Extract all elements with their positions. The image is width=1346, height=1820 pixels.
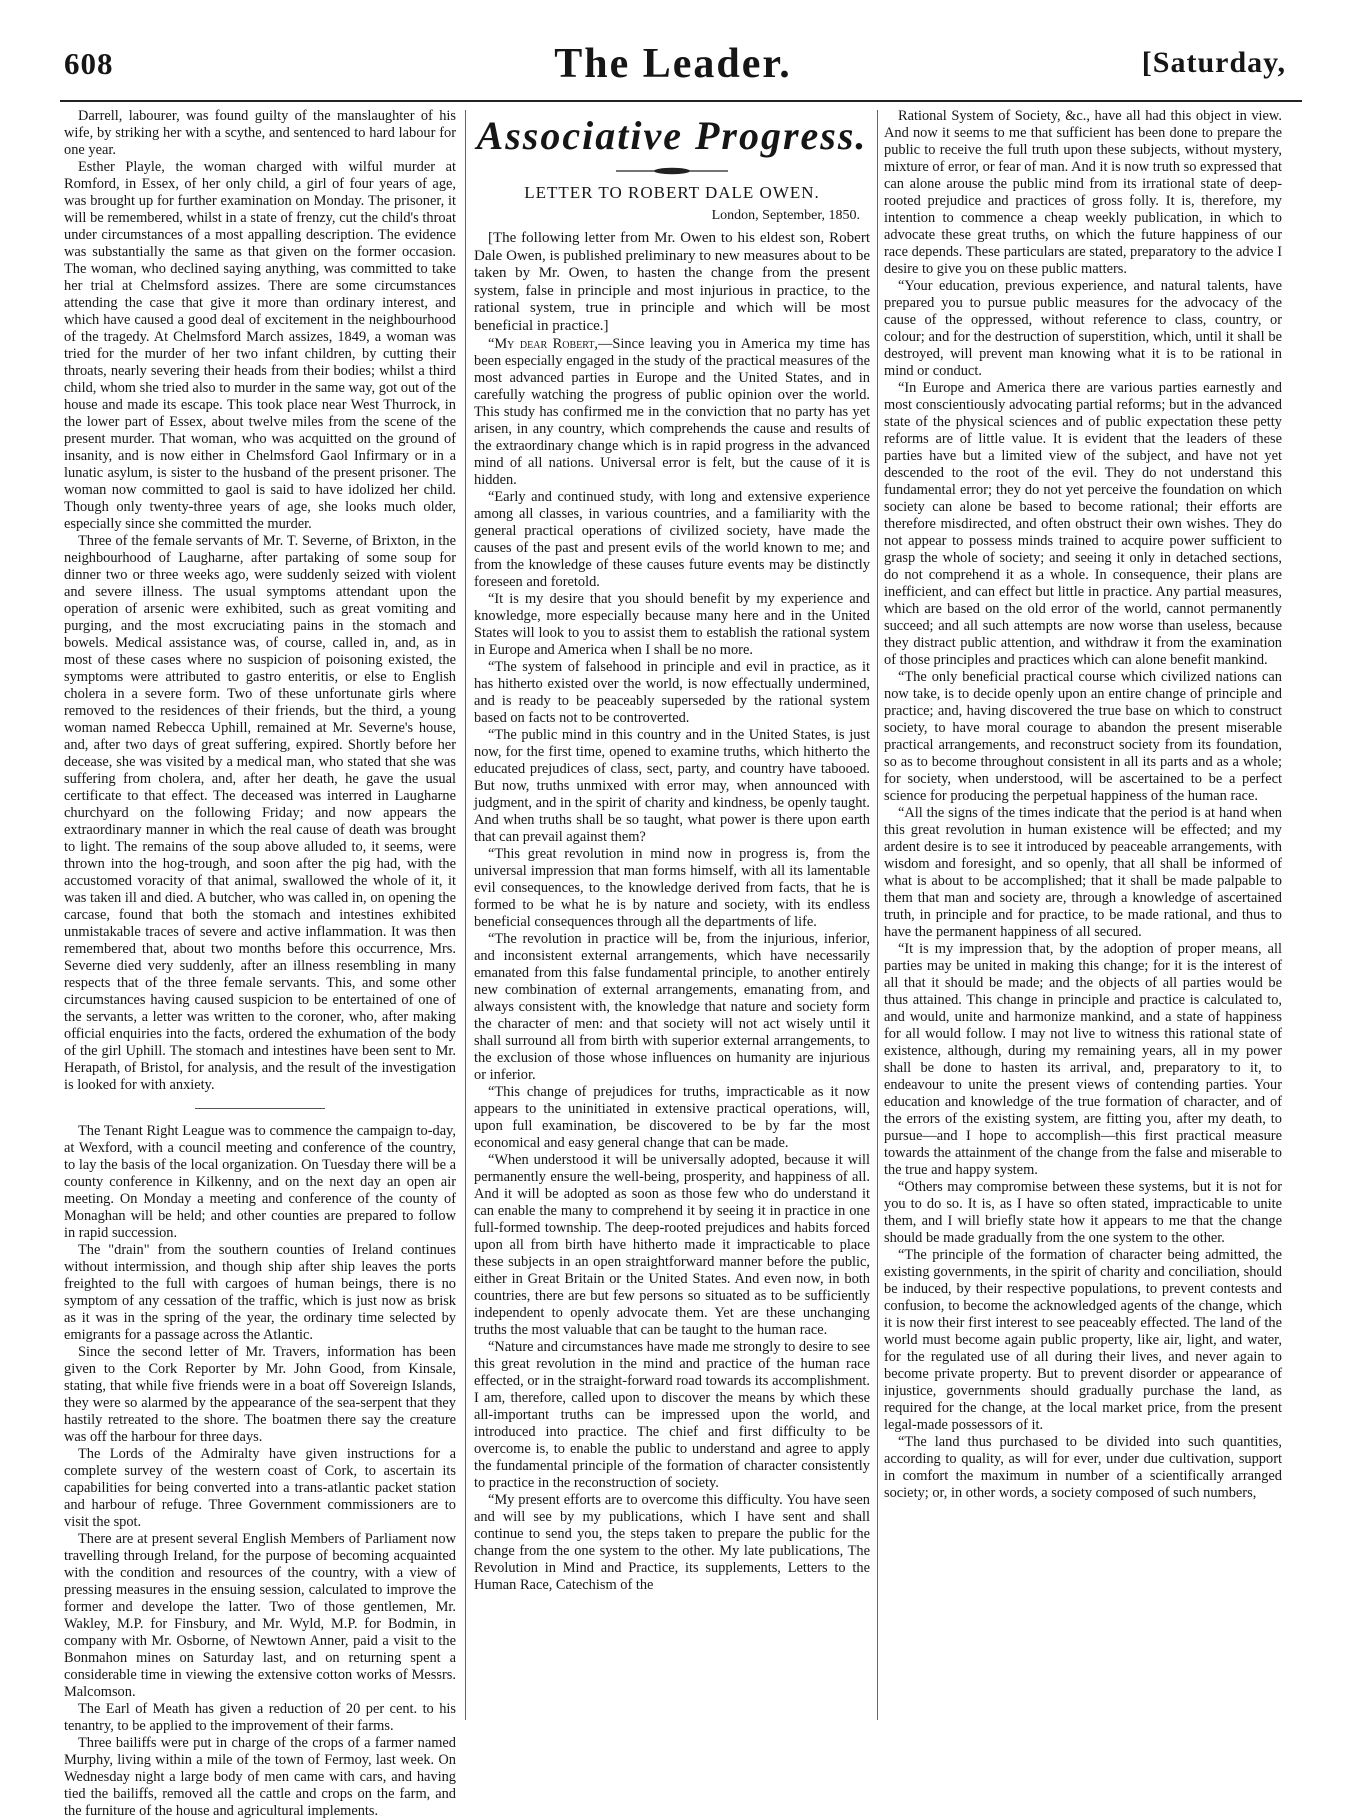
paragraph: “The only beneficial practical course which civilized nations can now take, is to decide openly upon an entire change of principle and practice; and, having discovered the true base on which to construct society, to have moral courage to abandon the present miserable practical arrangements, and reconstruct society from its foundation, so as to become throughout consistent in all its parts and as a whole; for society, when understood, will be ascertained to be a perfect science for producing the perpetual happiness of the human race. (884, 669, 1282, 804)
section-rule (195, 1108, 325, 1109)
paragraph: The Tenant Right League was to commence the campaign to-day, at Wexford, with a council meeting and conference of the country, to lay the basis of the local organization. On Tuesday there will be a county conference in Kilkenny, and on the next day an open air meeting. On Monday a meeting and conference of the county of Monaghan will be held; and other counties are prepared to follow in rapid succession. (64, 1123, 456, 1241)
paragraph: Three of the female servants of Mr. T. Severne, of Brixton, in the neighbourhood of Laugharne, after partaking of some soup for dinner two or three weeks ago, were suddenly seized with violent and severe illness. The usual symptoms attendant upon the operation of arsenic were exhibited, such as great vomiting and purging, and the most excruciating pains in the stomach and bowels. Medical assistance was, of course, called in, and, as in most of these cases where no suspicion of poisoning existed, the symptoms were attributed to gastro enteritis, or else to English cholera in a severe form. Two of these unfortunate girls where removed to the residences of their friends, but the third, a young woman named Rebecca Uphill, remained at Mr. Severne's house, and, after two days of great suffering, expired. Shortly before her decease, she was visited by a medical man, who stated that she was suffering from cholera, and, after her death, he gave the usual certificate to that effect. The deceased was interred in Laugharne churchyard on the following Friday; and now appears the extraordinary manner in which the real cause of death was brought to light. The remains of the soup above alluded to, it seems, were thrown into the hog-trough, and soon after the pig had, with the accustomed voracity of that animal, swallowed the whole of it, it was taken ill and died. A butcher, who was called in, on opening the carcase, found that both the stomach and intestines exhibited unmistakable traces of severe and active inflammation. It was then remembered that, about two months before this occurrence, Mrs. Severne died very suddenly, after an illness resembling in many respects that of the three female servants. This, and some other circumstances having caused suspicion to be entertained of one of the servants, a letter was written to the coroner, who, after making official enquiries into the facts, ordered the exhumation of the body of the girl Uphill. The stomach and intestines have been sent to Mr. Herapath, of Bristol, for analysis, and the result of the investigation is looked for with anxiety. (64, 533, 456, 1093)
paragraph: “All the signs of the times indicate that the period is at hand when this great revolution in human existence will be effected; and my ardent desire is to see it introduced by peaceable arrangements, with wisdom and foresight, and so openly, that all shall be informed of what is about to be accomplished; that it shall be made palpable to them that man and society are, through a knowledge of ascertained truth, in principle and for practice, to be made rational, and thus to have the permanent happiness of all secured. (884, 805, 1282, 940)
paragraph: “My present efforts are to overcome this difficulty. You have seen and will see by my publications, which I have sent and shall continue to send you, the steps taken to prepare the public for the change from the one system to the other. My late publications, The Revolution in Mind and Practice, its supplements, Letters to the Human Race, Catechism of the (474, 1491, 870, 1593)
paragraph: The Earl of Meath has given a reduction of 20 per cent. to his tenantry, to be applied to the improvement of their farms. (64, 1701, 456, 1734)
paragraph: “This great revolution in mind now in progress is, from the universal impression that man forms himself, with all its lamentable evil consequences, to the knowledge derived from facts, that he is formed to be what he is by nature and society, with its endless beneficial consequences through all the departments of life. (474, 845, 870, 930)
column-divider (465, 110, 466, 1720)
letter-opening (474, 336, 870, 489)
column-middle (474, 108, 870, 1718)
paragraph: “In Europe and America there are various parties earnestly and most conscientiously advocating partial reforms; but in the advanced state of the physical sciences and of public expectation these petty reforms are of little value. It is evident that the leaders of these parties have but a limited view of the subject, and have not yet descended to the root of the evil. They do not understand this fundamental error; they do not yet perceive the foundation on which society can alone be based to become rational; their efforts are therefore misdirected, and often obstruct their own wishes. They do not appear to possess minds trained to acquire power sufficient to grasp the whole of society; and seeing it only in detached sections, do not comprehend it as a whole. In consequence, their plans are inefficient, and can effect but little in practice. Any partial measures, which are based on the old error of the world, cannot permanently succeed; and all such attempts are now worse than useless, because they distract public attention, and withdraw it from the examination of those principles and practices which can alone benefit mankind. (884, 380, 1282, 668)
letter-continuation (884, 108, 1282, 1502)
paragraph: There are at present several English Members of Parliament now travelling through Ireland, for the purpose of becoming acquainted with the condition and resources of the country, with a view of pressing measures in the ensuing session, calculated to improve the former and develope the latter. Two of those gentlemen, Mr. Wakley, M.P. for Finsbury, and Mr. Wyld, M.P. for Bodmin, in company with Mr. Osborne, of Newtown Anner, paid a visit to the Bonmahon mines on Saturday last, and on returning spent a considerable time in viewing the extensive cotton works of Messrs. Malcomson. (64, 1531, 456, 1700)
paragraph: “The public mind in this country and in the United States, is just now, for the first time, opened to examine truths, which hitherto the educated prejudices of class, sect, party, and country have tabooed. But now, truths unmixed with error may, when announced with judgment, and in the spirit of charity and kindness, be openly taught. And when truths shall be so taught, what power is there upon earth that can prevail against them? (474, 726, 870, 845)
column-right (884, 108, 1282, 1718)
paragraph: “Early and continued study, with long and extensive experience among all classes, in various countries, and a familiarity with the general practical operations of civilized society, have made the causes of the past and present evils of the world known to me; and from the knowledge of these causes future events may be distinctly foreseen and foretold. (474, 488, 870, 590)
column-left (64, 108, 456, 1819)
letter-body (474, 489, 870, 1594)
column-divider (877, 110, 878, 1720)
issue-day: [Saturday, (1141, 46, 1286, 79)
paragraph: The Lords of the Admiralty have given instructions for a complete survey of the western coast of Cork, to ascertain its capabilities for being converted into a trans-atlantic packet station and harbour of refuge. Three Government commissioners are to visit the spot. (64, 1446, 456, 1530)
letter-dateline: London, September, 1850. (711, 208, 860, 223)
masthead (0, 0, 1346, 92)
editor-note: [The following letter from Mr. Owen to his eldest son, Robert Dale Owen, is published preliminary to new measures about to be taken by Mr. Owen, to hasten the change from the present system, false in principle and most injurious in practice, to the rational system, true in principle and which will be most beneficial in practice.] (474, 230, 870, 334)
section-heading: Associative Progress. (476, 113, 868, 158)
paragraph: Since the second letter of Mr. Travers, information has been given to the Cork Reporter by Mr. John Good, from Kinsale, stating, that while five friends were in a boat off Sovereign Islands, they were so alarmed by the appearance of the sea-serpent that they hastily retreated to the shore. The boatmen there say the creature was off the harbour for three days. (64, 1344, 456, 1445)
paragraph: Darrell, labourer, was found guilty of the manslaughter of his wife, by striking her with a scythe, and sentenced to hard labour for one year. (64, 108, 456, 158)
ireland-news-items (64, 1123, 456, 1820)
paragraph: Three bailiffs were put in charge of the crops of a farmer named Murphy, living within a mile of the town of Fermoy, last week. On Wednesday night a large body of men came with cars, and having tied the bailiffs, removed all the cattle and crops on the farm, and the furniture of the house and agricultural implements. (64, 1735, 456, 1819)
salutation: “My dear Robert, (488, 335, 599, 352)
paragraph: “The land thus purchased to be divided into such quantities, according to quality, as will for ever, under due cultivation, support in comfort the maximum in number of a scientifically arranged society; or, in other words, a society composed of such numbers, (884, 1434, 1282, 1501)
news-items (64, 108, 456, 1094)
opening-text: —Since leaving you in America my time has been especially engaged in the study of the practical measures of the most advanced parties in Europe and the United States, and in carefully watching the progress of public opinion over the world. This study has confirmed me in the conviction that no party has yet arisen, in any country, which comprehends the cause and results of the extraordinary change which is in rapid progress in the advanced mind of all nations. Universal error is felt, but the cause of it is hidden. (474, 335, 870, 488)
letter-title: LETTER TO ROBERT DALE OWEN. (524, 183, 820, 202)
paragraph: “Nature and circumstances have made me strongly to desire to see this great revolution in the mind and practice of the human race effected, or in the straight-forward road towards its accomplishment. I am, therefore, called upon to discover the means by which these all-important truths can be impressed upon the world, and introduced into practice. The chief and first difficulty to be overcome is, to enable the public to understand and agree to apply the fundamental principle of the formation of character consistently to practice in the reconstruction of society. (474, 1338, 871, 1491)
paragraph: The "drain" from the southern counties of Ireland continues without intermission, and though ship after ship leaves the ports freighted to the full with cargoes of human beings, there is no symptom of any cessation of the traffic, which is just now as brisk as it was in the spring of the year, the ordinary time selected by emigrants for a passage across the Atlantic. (64, 1242, 456, 1343)
paragraph: Rational System of Society, &c., have all had this object in view. And now it seems to me that sufficient has been done to prepare the public to receive the full truth upon these subjects, without mystery, mixture of error, or fear of man. And it is now truth so expressed that can alone arouse the public mind from its irrational state of deep-rooted prejudice and practices of gross folly. It is, therefore, my intention to commence a cheap weekly publication, in which to advocate these great truths, on which the future happiness of our race depends. These particulars are stated, preparatory to the advice I desire to give you on these public matters. (884, 108, 1282, 277)
paragraph: “When understood it will be universally adopted, because it will permanently ensure the well-being, prosperity, and happiness of all. And it will be adopted as soon as those few who do understand it can enable the many to comprehend it by seeing it in practice in one full-formed township. The deep-rooted prejudices and habits forced upon all from birth have hitherto made it impracticable to place these subjects in an open straightforward manner before the public, either in Great Britain or the United States. And even now, in both countries, there are but few persons so situated as to be sufficiently independent to openly advocate them. Yet are these unchanging truths the most valuable that can be taught to the human race. (474, 1151, 870, 1338)
paragraph: “The system of falsehood in principle and evil in practice, as it has hitherto existed over the world, is now effectually undermined, and is ready to be peaceably superseded by the rational system based on facts not to be controverted. (474, 658, 870, 726)
page-number: 608 (64, 46, 114, 81)
ornament-rule-icon (612, 166, 732, 176)
newspaper-title: The Leader. (554, 41, 792, 87)
paragraph: “Your education, previous experience, and natural talents, have prepared you to pursue public measures for the advocacy of the cause of the oppressed, without reference to class, country, or colour; and for the destruction of superstition, which, until it shall be destroyed, will prevent man knowing what it is to be rational in mind or conduct. (884, 278, 1282, 379)
paragraph: “The principle of the formation of character being admitted, the existing governments, in the spirit of charity and conciliation, should be induced, by their respective populations, to prevent contests and confusion, to become the acknowledged agents of the change, which it is now their first interest to see peaceably effected. The land of the world must become again public property, like air, light, and water, for the regulated use of all during their lives, and never again to become private property. But to prevent disorder or appearance of injustice, governments should gradually purchase the land, as required for the change, at the local market price, from the present legal-made possessors of it. (884, 1247, 1282, 1433)
paragraph: Esther Playle, the woman charged with wilful murder at Romford, in Essex, of her only child, a girl of four years of age, was brought up for further examination on Monday. The prisoner, it will be remembered, whilst in a state of frenzy, cut the child's throat under circumstances of a most appalling description. The evidence was substantially the same as that given on the former occasion. The woman, who declined saying anything, was committed to take her trial at Chelmsford assizes. There are some circumstances attending the case that give it more than ordinary interest, and which have caused a good deal of excitement in the neighbourhood of the tragedy. At Chelmsford March assizes, 1849, a woman was tried for the murder of her two infant children, by cutting their throats, nearly severing their heads from their bodies; whilst a third child, whom she tried also to murder in the same way, got out of the house and made its escape. This took place near West Thurrock, in the lower part of Essex, about twelve miles from the scene of the present murder. That woman, who was acquitted on the ground of insanity, and is now either in Chelmsford Gaol Infirmary or in a lunatic asylum, is sister to the husband of the present prisoner. The woman now committed to gaol is said to have idolized her child. Though only twenty-three years of age, she looks much older, especially since she committed the murder. (64, 159, 456, 532)
paragraph: “Others may compromise between these systems, but it is not for you to do so. It is, as I have so often stated, impracticable to unite them, and I will briefly state how it appears to me that the change should be made gradually from the one system to the other. (884, 1179, 1282, 1246)
paragraph: “It is my impression that, by the adoption of proper means, all parties may be united in making this change; for it is the interest of all that it should be made; and the objects of all parties would be thus attained. This change in principle and practice is calculated to, and would, unite and harmonize mankind, and a state of happiness for all would follow. I may not live to witness this rational state of existence, although, during my remaining years, all in my power shall be done to hasten its arrival, and, preparatory to it, to endeavour to unite the present views of contending parties. Your education and knowledge of the true formation of character, and of the errors of the existing system, are fitting you, after my death, to pursue—and I hope to accomplish—this first practical measure towards the attainment of the change from the false and miserable to the true and happy system. (884, 941, 1282, 1178)
paragraph: “The revolution in practice will be, from the injurious, inferior, and inconsistent external arrangements, which have necessarily emanated from this false fundamental principle, to another entirely new combination of external arrangements, emanating from, and always consistent with, the knowledge that nature and society form the character of men: and that society will not act wisely until it shall surround all from birth with superior external arrangements, to the exclusion of those whose influences on humanity are injurious or inferior. (474, 930, 870, 1083)
header-rule (60, 100, 1302, 102)
paragraph: “It is my desire that you should benefit by my experience and knowledge, more especially because many here and in the United States will look to you to assist them to establish the rational system in Europe and America when I shall be no more. (474, 590, 870, 658)
paragraph: “This change of prejudices for truths, impracticable as it now appears to the uninitiated in extensive practical operations, will, upon full examination, be discovered to be by far the most economical and easy general change that can be made. (474, 1083, 870, 1151)
